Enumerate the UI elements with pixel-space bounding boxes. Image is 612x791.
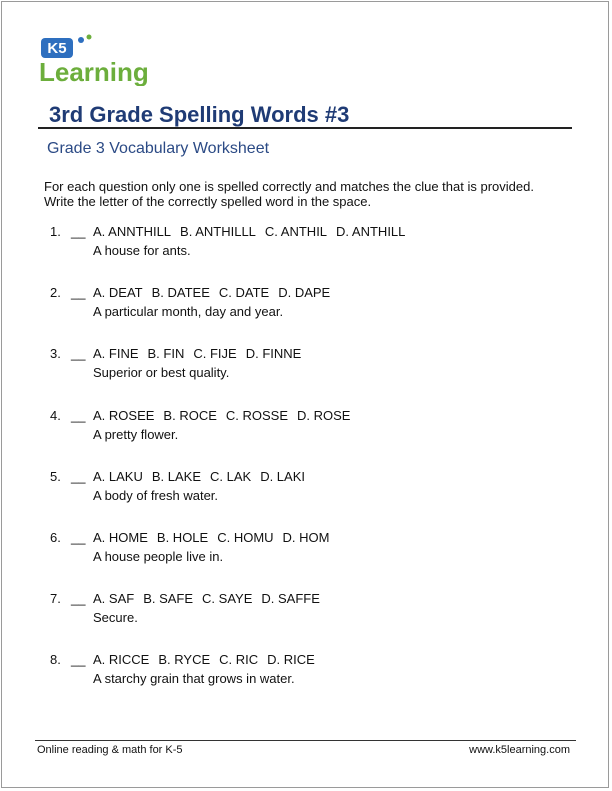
footer-tagline: Online reading & math for K-5 bbox=[37, 744, 183, 756]
page-subtitle: Grade 3 Vocabulary Worksheet bbox=[47, 140, 270, 157]
answer-option: A. SAF bbox=[93, 591, 135, 607]
page-title: 3rd Grade Spelling Words #3 bbox=[49, 102, 350, 127]
question-number: 3. bbox=[50, 346, 61, 362]
question-clue: A house people live in. bbox=[93, 549, 224, 564]
footer-website: www.k5learning.com bbox=[469, 744, 570, 756]
logo-word-text: Learning bbox=[39, 57, 149, 86]
answer-option: A. HOME bbox=[93, 530, 148, 545]
answer-option: A. ANNTHILL bbox=[93, 224, 172, 239]
answer-blank[interactable]: __ bbox=[71, 652, 86, 668]
answer-option: D. ANTHILL bbox=[336, 224, 406, 239]
answer-options bbox=[93, 530, 339, 545]
answer-option: D. FINNE bbox=[245, 346, 302, 362]
answer-options bbox=[93, 469, 314, 484]
answer-option: B. HOLE bbox=[156, 530, 209, 545]
question-clue: A starchy grain that grows in water. bbox=[93, 671, 295, 687]
answer-option: C. HOMU bbox=[217, 530, 274, 545]
answer-option: D. LAKI bbox=[260, 468, 305, 484]
answer-option: B. RYCE bbox=[158, 652, 211, 668]
answer-options bbox=[93, 224, 414, 239]
question-clue: Secure. bbox=[93, 610, 138, 626]
answer-blank[interactable]: __ bbox=[71, 468, 86, 484]
question-clue: A pretty flower. bbox=[93, 426, 179, 442]
answer-option: A. RICCE bbox=[93, 652, 150, 668]
question-number: 5. bbox=[50, 468, 61, 484]
answer-option: A. LAKU bbox=[93, 468, 143, 484]
answer-option: B. ROCE bbox=[163, 407, 217, 423]
answer-option: B. ANTHILLL bbox=[180, 224, 256, 239]
answer-options bbox=[93, 346, 310, 361]
title-divider bbox=[38, 127, 572, 129]
answer-option: C. SAYE bbox=[202, 591, 253, 607]
answer-options bbox=[93, 652, 324, 667]
answer-blank[interactable]: __ bbox=[71, 530, 86, 545]
question-clue: Superior or best quality. bbox=[93, 365, 230, 381]
answer-option: A. FINE bbox=[93, 346, 139, 362]
question-clue: A house for ants. bbox=[93, 243, 191, 258]
answer-option: B. FIN bbox=[147, 346, 185, 362]
answer-option: A. DEAT bbox=[93, 285, 143, 301]
question-number: 6. bbox=[50, 530, 61, 545]
answer-option: B. DATEE bbox=[151, 285, 210, 301]
answer-blank[interactable]: __ bbox=[71, 407, 86, 423]
answer-option: C. ROSSE bbox=[225, 407, 289, 423]
answer-option: D. SAFFE bbox=[261, 591, 320, 607]
answer-option: C. RIC bbox=[219, 652, 259, 668]
answer-option: C. FIJE bbox=[193, 346, 237, 362]
question-number: 4. bbox=[50, 407, 61, 423]
answer-option: C. DATE bbox=[218, 285, 270, 301]
question-number: 1. bbox=[50, 224, 61, 239]
question-number: 2. bbox=[50, 285, 61, 301]
instructions: For each question only one is spelled correctly and matches the clue that is provided. Write the letter of the correctly spelled word in the space. bbox=[44, 179, 534, 209]
answer-option: D. HOM bbox=[282, 530, 330, 545]
question-clue: A body of fresh water. bbox=[93, 487, 219, 503]
answer-blank[interactable]: __ bbox=[71, 285, 86, 301]
answer-option: B. SAFE bbox=[143, 591, 194, 607]
footer-divider bbox=[35, 740, 576, 741]
answer-options bbox=[93, 285, 339, 300]
k5-learning-logo bbox=[37, 34, 155, 86]
answer-options bbox=[93, 408, 359, 423]
answer-option: C. LAK bbox=[210, 468, 252, 484]
answer-option: A. ROSEE bbox=[93, 407, 155, 423]
answer-options bbox=[93, 591, 329, 606]
answer-option: C. ANTHIL bbox=[264, 224, 328, 239]
answer-blank[interactable]: __ bbox=[71, 224, 86, 239]
answer-blank[interactable]: __ bbox=[71, 346, 86, 362]
question-number: 8. bbox=[50, 652, 61, 668]
answer-blank[interactable]: __ bbox=[71, 591, 86, 607]
question-clue: A particular month, day and year. bbox=[93, 304, 284, 320]
answer-option: D. ROSE bbox=[297, 407, 351, 423]
answer-option: D. RICE bbox=[267, 652, 315, 668]
answer-option: D. DAPE bbox=[278, 285, 331, 301]
answer-option: B. LAKE bbox=[151, 468, 201, 484]
question-number: 7. bbox=[50, 591, 61, 607]
logo-badge-text: K5 bbox=[47, 40, 67, 57]
